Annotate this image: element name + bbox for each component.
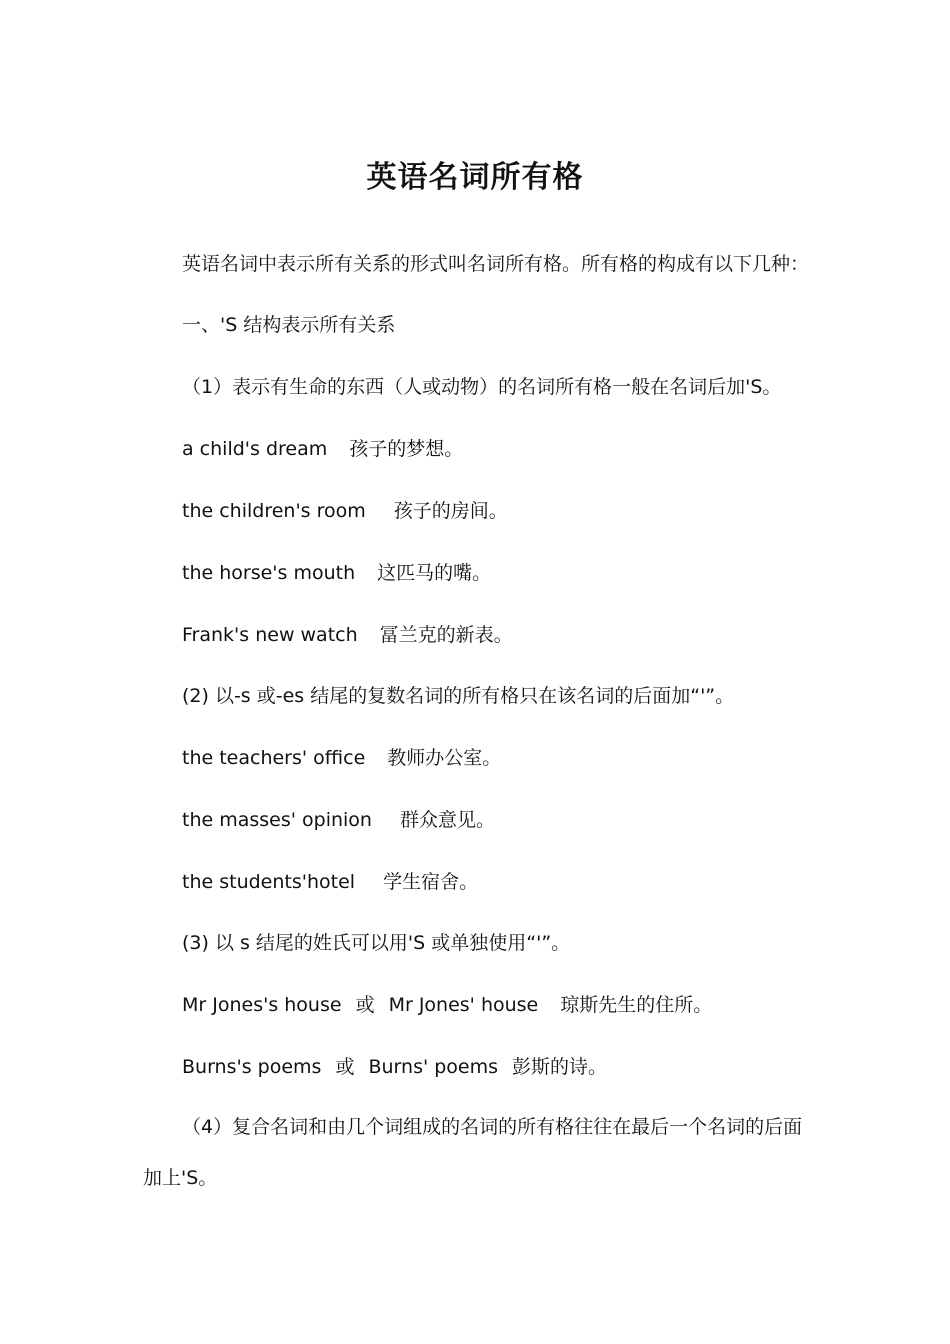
example-translation: 孩子的房间。: [393, 500, 508, 522]
rule-3: (3) 以 s 结尾的姓氏可以用'S 或单独使用“'”。: [182, 932, 571, 954]
rule-4-line-2: 加上'S。: [143, 1167, 218, 1189]
example-line: [182, 744, 501, 772]
example-english: the teachers' office: [182, 747, 366, 769]
example-line: [182, 1053, 607, 1081]
example-translation: 群众意见。: [399, 809, 495, 831]
example-line: [182, 559, 491, 587]
example-translation: 教师办公室。: [387, 747, 502, 769]
or-word: 或: [335, 1056, 355, 1078]
example-english: the students'hotel: [182, 871, 356, 893]
example-line: [182, 435, 463, 463]
rule-1: （1）表示有生命的东西（人或动物）的名词所有格一般在名词后加'S。: [182, 376, 782, 398]
example-english: Mr Jones's house: [182, 994, 342, 1016]
example-line: [182, 621, 513, 649]
rule-4-line-1: （4）复合名词和由几个词组成的名词的所有格往往在最后一个名词的后面: [182, 1116, 803, 1138]
example-line: [182, 991, 712, 1019]
example-english-alt: Mr Jones' house: [388, 994, 539, 1016]
example-english: the children's room: [182, 500, 366, 522]
example-translation: 孩子的梦想。: [349, 438, 464, 460]
example-line: [182, 497, 508, 525]
example-line: [182, 806, 495, 834]
section-heading: 一、'S 结构表示所有关系: [182, 314, 396, 336]
example-english: Frank's new watch: [182, 624, 358, 646]
example-english-alt: Burns' poems: [368, 1056, 499, 1078]
example-english: the horse's mouth: [182, 562, 356, 584]
example-translation: 彭斯的诗。: [512, 1056, 608, 1078]
example-translation: 这匹马的嘴。: [377, 562, 492, 584]
example-translation: 琼斯先生的住所。: [560, 994, 713, 1016]
example-translation: 学生宿舍。: [383, 871, 479, 893]
example-english: Burns's poems: [182, 1056, 322, 1078]
or-word: 或: [355, 994, 375, 1016]
intro-paragraph: 英语名词中表示所有关系的形式叫名词所有格。所有格的构成有以下几种：: [182, 253, 810, 275]
rule-2: (2) 以-s 或-es 结尾的复数名词的所有格只在该名词的后面加“'”。: [182, 685, 735, 707]
example-line: [182, 868, 478, 896]
example-english: the masses' opinion: [182, 809, 372, 831]
page-title: 英语名词所有格: [366, 160, 584, 195]
example-translation: 冨兰克的新表。: [379, 624, 513, 646]
example-english: a child's dream: [182, 438, 328, 460]
